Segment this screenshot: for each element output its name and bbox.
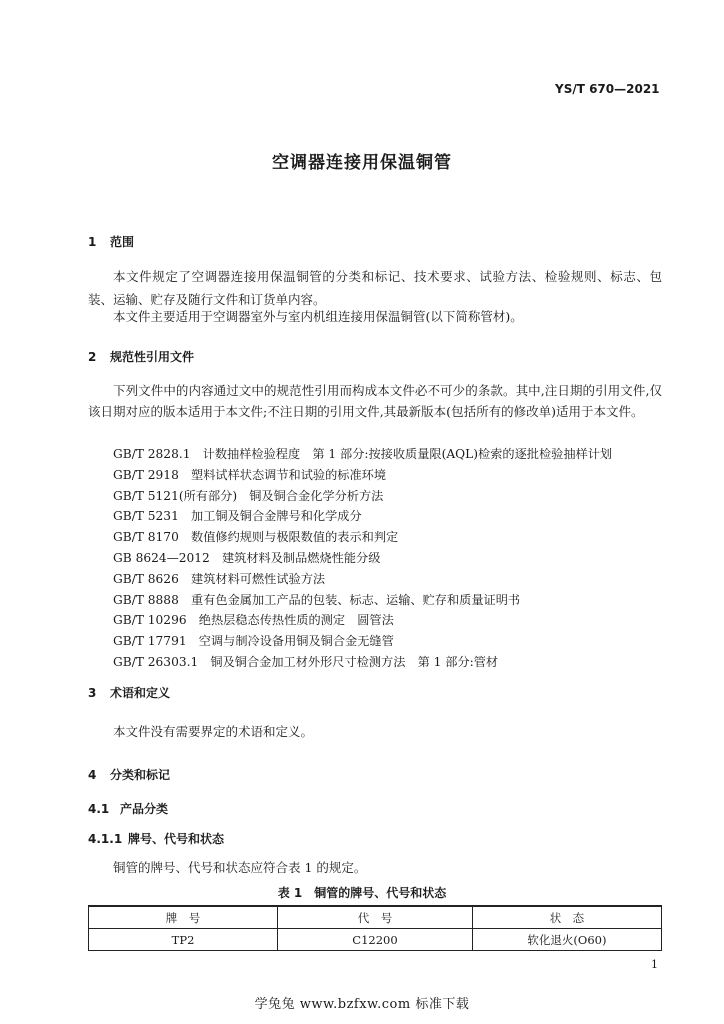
- table-row: [89, 929, 662, 951]
- section-1-title: 范围: [110, 235, 135, 249]
- table-header-row: [89, 906, 662, 929]
- standard-code: YS/T 670—2021: [555, 82, 660, 96]
- section-2-intro: 下列文件中的内容通过文中的规范性引用而构成本文件必不可少的条款。其中,注日期的引用文件,仅该日期对应的版本适用于本文件;不注日期的引用文件,其最新版本(包括所有的修改单)适用于本文件。: [88, 383, 662, 419]
- watermark-footer: 学兔兔 www.bzfxw.com 标准下载: [254, 997, 470, 1012]
- reference-item: GB/T 2828.1 计数抽样检验程度 第 1 部分:按接收质量限(AQL)检索的逐批检验抽样计划: [113, 447, 613, 461]
- table-cell-temper: 软化退火(O60): [472, 929, 661, 951]
- reference-item: GB/T 2918 塑料试样状态调节和试验的标准环境: [113, 467, 387, 482]
- section-4-1-1-paragraph: 铜管的牌号、代号和状态应符合表 1 的规定。: [113, 860, 367, 875]
- section-4-1-title: 产品分类: [120, 802, 169, 816]
- table-header-code: 代 号: [278, 906, 473, 929]
- reference-item: GB 8624—2012 建筑材料及制品燃烧性能分级: [113, 550, 381, 565]
- section-1-paragraph-2: 本文件主要适用于空调器室外与室内机组连接用保温铜管(以下简称管材)。: [113, 309, 523, 324]
- reference-item: GB/T 8170 数值修约规则与极限数值的表示和判定: [113, 530, 399, 545]
- table-header-temper: 状 态: [472, 906, 661, 929]
- section-2-number: 2: [88, 350, 97, 364]
- table-1-caption: 表 1 铜管的牌号、代号和状态: [277, 886, 447, 900]
- section-3-title: 术语和定义: [110, 686, 171, 700]
- document-title: 空调器连接用保温铜管: [272, 153, 452, 173]
- section-4-1-1-number: 4.1.1: [88, 832, 123, 846]
- section-4-number: 4: [88, 768, 97, 782]
- section-3-number: 3: [88, 686, 97, 700]
- section-4-1-number: 4.1: [88, 802, 110, 816]
- table-cell-code: C12200: [278, 929, 473, 951]
- reference-item: GB/T 8888 重有色金属加工产品的包装、标志、运输、贮存和质量证明书: [113, 592, 521, 607]
- reference-list: [113, 444, 612, 673]
- reference-item: GB/T 17791 空调与制冷设备用铜及铜合金无缝管: [113, 634, 394, 649]
- section-4-title: 分类和标记: [110, 768, 171, 782]
- reference-item: GB/T 5121(所有部分) 铜及铜合金化学分析方法: [113, 488, 384, 503]
- reference-item: GB/T 26303.1 铜及铜合金加工材外形尺寸检测方法 第 1 部分:管材: [113, 654, 499, 669]
- section-1-paragraph-1: 本文件规定了空调器连接用保温铜管的分类和标记、技术要求、试验方法、检验规则、标志、包装、运输、贮存及随行文件和订货单内容。: [88, 269, 662, 307]
- table-header-grade: 牌 号: [89, 906, 278, 929]
- section-2-heading: [88, 348, 194, 365]
- section-1-heading: [88, 233, 134, 250]
- section-4-1-1-title: 牌号、代号和状态: [128, 832, 225, 846]
- table-cell-grade: TP2: [89, 929, 278, 951]
- reference-item: GB/T 8626 建筑材料可燃性试验方法: [113, 571, 326, 586]
- section-2-title: 规范性引用文件: [110, 350, 195, 364]
- section-1-number: 1: [88, 235, 97, 249]
- section-3-heading: [88, 684, 170, 701]
- reference-item: GB/T 5231 加工铜及铜合金牌号和化学成分: [113, 509, 362, 524]
- section-3-paragraph: 本文件没有需要界定的术语和定义。: [113, 724, 314, 739]
- section-4-1-1-heading: [88, 830, 224, 847]
- page-number: 1: [651, 958, 658, 971]
- section-4-1-heading: [88, 800, 168, 817]
- section-4-heading: [88, 766, 170, 783]
- reference-item: GB/T 10296 绝热层稳态传热性质的测定 圆管法: [113, 613, 394, 628]
- table-1: [88, 905, 662, 951]
